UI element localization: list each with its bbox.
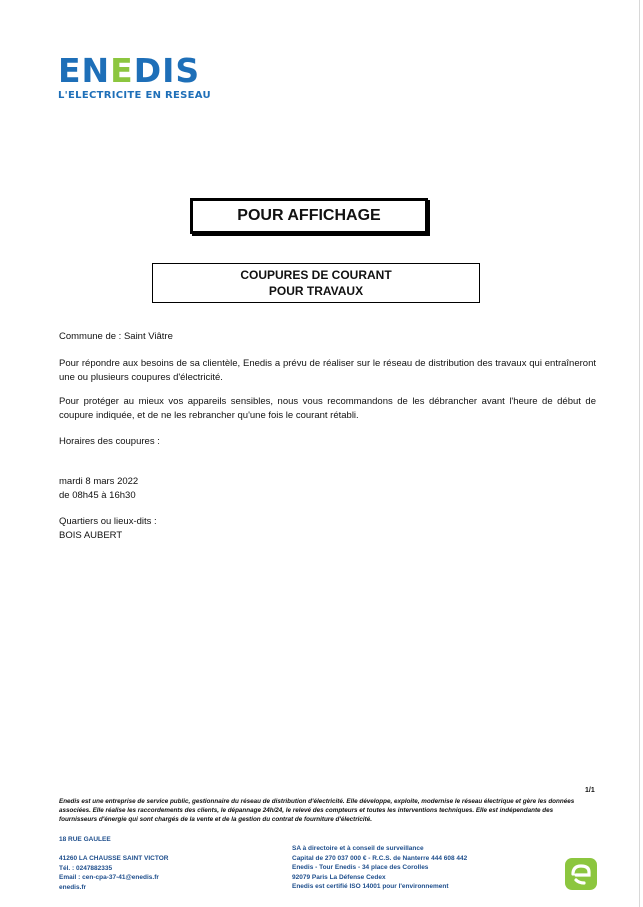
footer-legal-text: Enedis est une entreprise de service public, gestionnaire du réseau de distribution d'électricité. Elle développe, exploite, modernise le réseau électrique et gère les données associées. Elle réalise les raccordements des clients, le dépannage 24h/24, le relevé des compteurs et toutes les interventions techniques. Elle est indépendante des fournisseurs d'énergie qui sont chargés de la vente et de la gestion du contrat de fourniture d'électricité. [59, 798, 575, 823]
subject-line2: POUR TRAVAUX [268, 284, 364, 298]
subject-box [152, 263, 480, 303]
paragraph-intro: Pour répondre aux besoins de sa clientèle, Enedis a prévu de réaliser sur le réseau de distribution des travaux qui entraîneront une ou plusieurs coupures d'électricité. [59, 358, 596, 383]
logo-wordmark: ENEDIS [58, 51, 201, 90]
pour-affichage-title: POUR AFFICHAGE [237, 207, 381, 224]
logo-tagline: L'ELECTRICITE EN RESEAU [58, 90, 211, 101]
footer-address-left: 18 RUE GAULEE 41260 LA CHAUSSE SAINT VICTOR Tél. : 0247882335 Email : cen-cpa-37-41@enedis.fr enedis.fr [59, 836, 169, 891]
page-number: 1/1 [585, 787, 595, 794]
enedis-logo [58, 51, 211, 101]
commune-line: Commune de : Saint Viâtre [59, 331, 173, 342]
outage-time: de 08h45 à 16h30 [59, 490, 136, 501]
enedis-e-icon [565, 858, 597, 890]
paragraph-advice: Pour protéger au mieux vos appareils sensibles, nous vous recommandons de les débrancher avant l'heure de début de coupure indiquée, et de ne les rebrancher qu'une fois le courant rétabli. [59, 396, 596, 421]
quartier-value: BOIS AUBERT [59, 530, 123, 541]
quartiers-label: Quartiers ou lieux-dits : [59, 516, 157, 527]
quartiers-section [59, 515, 596, 543]
outage-date: mardi 8 mars 2022 [59, 476, 139, 487]
pour-affichage-box [190, 198, 428, 234]
outage-schedule [59, 475, 596, 503]
horaires-label: Horaires des coupures : [59, 436, 160, 447]
footer-address-right: SA à directoire et à conseil de surveillance Capital de 270 037 000 € - R.C.S. de Nanterre 444 608 442 Enedis - Tour Enedis - 34 place des Corolles 92079 Paris La Défense Cedex Enedis est certifié ISO 14001 pour l'environnement [292, 845, 468, 890]
subject-line1: COUPURES DE COURANT [240, 268, 392, 282]
page-edge [639, 0, 640, 907]
